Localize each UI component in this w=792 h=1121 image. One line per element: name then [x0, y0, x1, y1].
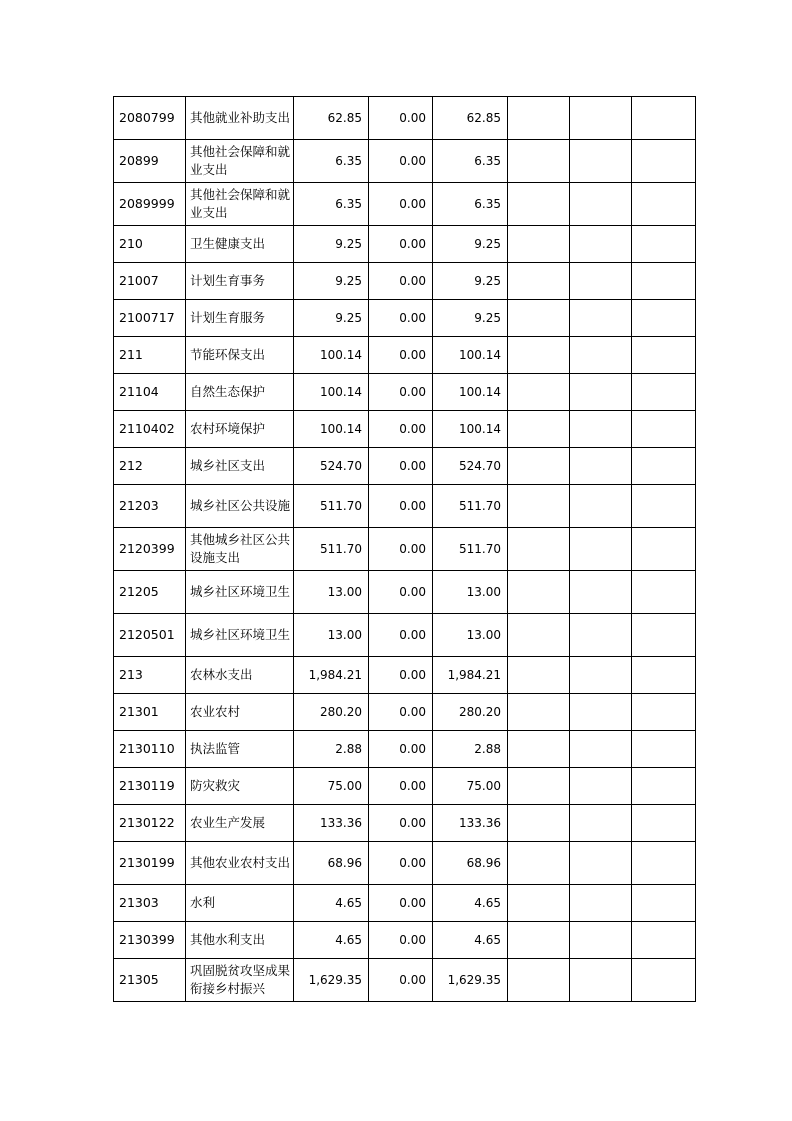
- code-cell: 21104: [114, 374, 186, 411]
- name-cell: 执法监管: [186, 731, 294, 768]
- name-cell: 农林水支出: [186, 657, 294, 694]
- amount-cell-2: 0.00: [369, 922, 433, 959]
- amount-cell-1: 511.70: [294, 528, 369, 571]
- empty-cell: [508, 528, 570, 571]
- empty-cell: [632, 805, 696, 842]
- empty-cell: [508, 614, 570, 657]
- empty-cell: [570, 657, 632, 694]
- name-cell: 其他社会保障和就业支出: [186, 140, 294, 183]
- amount-cell-1: 2.88: [294, 731, 369, 768]
- code-cell: 210: [114, 226, 186, 263]
- table-row: [114, 805, 696, 842]
- empty-cell: [508, 842, 570, 885]
- amount-cell-1: 75.00: [294, 768, 369, 805]
- name-cell: 城乡社区环境卫生: [186, 614, 294, 657]
- amount-cell-2: 0.00: [369, 614, 433, 657]
- amount-cell-2: 0.00: [369, 885, 433, 922]
- empty-cell: [508, 657, 570, 694]
- empty-cell: [508, 300, 570, 337]
- empty-cell: [508, 571, 570, 614]
- empty-cell: [632, 571, 696, 614]
- amount-cell-2: 0.00: [369, 768, 433, 805]
- amount-cell-1: 13.00: [294, 614, 369, 657]
- code-cell: 21203: [114, 485, 186, 528]
- amount-cell-3: 68.96: [433, 842, 508, 885]
- name-cell: 其他城乡社区公共设施支出: [186, 528, 294, 571]
- amount-cell-1: 9.25: [294, 300, 369, 337]
- table-row: [114, 731, 696, 768]
- amount-cell-2: 0.00: [369, 731, 433, 768]
- amount-cell-3: 524.70: [433, 448, 508, 485]
- empty-cell: [570, 226, 632, 263]
- empty-cell: [508, 885, 570, 922]
- code-cell: 2089999: [114, 183, 186, 226]
- code-cell: 21305: [114, 959, 186, 1002]
- code-cell: 21303: [114, 885, 186, 922]
- amount-cell-2: 0.00: [369, 411, 433, 448]
- amount-cell-3: 1,984.21: [433, 657, 508, 694]
- table-row: [114, 657, 696, 694]
- amount-cell-2: 0.00: [369, 805, 433, 842]
- table-row: [114, 694, 696, 731]
- amount-cell-1: 6.35: [294, 183, 369, 226]
- amount-cell-3: 9.25: [433, 300, 508, 337]
- amount-cell-3: 75.00: [433, 768, 508, 805]
- name-cell: 计划生育事务: [186, 263, 294, 300]
- amount-cell-1: 133.36: [294, 805, 369, 842]
- amount-cell-3: 100.14: [433, 374, 508, 411]
- amount-cell-3: 280.20: [433, 694, 508, 731]
- code-cell: 2120501: [114, 614, 186, 657]
- code-cell: 2130110: [114, 731, 186, 768]
- amount-cell-1: 13.00: [294, 571, 369, 614]
- empty-cell: [508, 140, 570, 183]
- empty-cell: [632, 959, 696, 1002]
- empty-cell: [570, 374, 632, 411]
- amount-cell-3: 4.65: [433, 885, 508, 922]
- code-cell: 2130399: [114, 922, 186, 959]
- empty-cell: [632, 374, 696, 411]
- amount-cell-1: 6.35: [294, 140, 369, 183]
- name-cell: 城乡社区支出: [186, 448, 294, 485]
- empty-cell: [508, 183, 570, 226]
- empty-cell: [508, 226, 570, 263]
- empty-cell: [570, 731, 632, 768]
- amount-cell-1: 62.85: [294, 97, 369, 140]
- empty-cell: [508, 97, 570, 140]
- name-cell: 防灾救灾: [186, 768, 294, 805]
- empty-cell: [632, 694, 696, 731]
- name-cell: 其他水利支出: [186, 922, 294, 959]
- empty-cell: [570, 411, 632, 448]
- amount-cell-2: 0.00: [369, 959, 433, 1002]
- name-cell: 自然生态保护: [186, 374, 294, 411]
- amount-cell-1: 100.14: [294, 411, 369, 448]
- code-cell: 21205: [114, 571, 186, 614]
- name-cell: 计划生育服务: [186, 300, 294, 337]
- amount-cell-2: 0.00: [369, 571, 433, 614]
- empty-cell: [632, 731, 696, 768]
- empty-cell: [570, 140, 632, 183]
- code-cell: 2130122: [114, 805, 186, 842]
- name-cell: 城乡社区公共设施: [186, 485, 294, 528]
- amount-cell-3: 6.35: [433, 140, 508, 183]
- amount-cell-3: 62.85: [433, 97, 508, 140]
- empty-cell: [508, 768, 570, 805]
- code-cell: 20899: [114, 140, 186, 183]
- empty-cell: [632, 337, 696, 374]
- empty-cell: [570, 300, 632, 337]
- empty-cell: [570, 768, 632, 805]
- empty-cell: [632, 226, 696, 263]
- empty-cell: [570, 922, 632, 959]
- name-cell: 农村环境保护: [186, 411, 294, 448]
- table-row: [114, 768, 696, 805]
- amount-cell-2: 0.00: [369, 448, 433, 485]
- amount-cell-3: 133.36: [433, 805, 508, 842]
- empty-cell: [508, 374, 570, 411]
- table-row: [114, 226, 696, 263]
- empty-cell: [508, 959, 570, 1002]
- empty-cell: [632, 140, 696, 183]
- empty-cell: [632, 183, 696, 226]
- empty-cell: [632, 657, 696, 694]
- table-row: [114, 614, 696, 657]
- amount-cell-2: 0.00: [369, 300, 433, 337]
- empty-cell: [632, 842, 696, 885]
- amount-cell-1: 4.65: [294, 922, 369, 959]
- amount-cell-1: 100.14: [294, 337, 369, 374]
- empty-cell: [508, 448, 570, 485]
- name-cell: 水利: [186, 885, 294, 922]
- code-cell: 213: [114, 657, 186, 694]
- code-cell: 212: [114, 448, 186, 485]
- code-cell: 2110402: [114, 411, 186, 448]
- code-cell: 21007: [114, 263, 186, 300]
- amount-cell-3: 9.25: [433, 226, 508, 263]
- code-cell: 2080799: [114, 97, 186, 140]
- empty-cell: [570, 448, 632, 485]
- amount-cell-1: 9.25: [294, 226, 369, 263]
- empty-cell: [632, 528, 696, 571]
- empty-cell: [508, 922, 570, 959]
- empty-cell: [632, 300, 696, 337]
- amount-cell-2: 0.00: [369, 528, 433, 571]
- empty-cell: [632, 448, 696, 485]
- amount-cell-2: 0.00: [369, 140, 433, 183]
- amount-cell-1: 1,629.35: [294, 959, 369, 1002]
- empty-cell: [570, 263, 632, 300]
- empty-cell: [632, 885, 696, 922]
- name-cell: 巩固脱贫攻坚成果衔接乡村振兴: [186, 959, 294, 1002]
- table-row: [114, 97, 696, 140]
- table-row: [114, 374, 696, 411]
- empty-cell: [570, 485, 632, 528]
- name-cell: 其他就业补助支出: [186, 97, 294, 140]
- empty-cell: [632, 614, 696, 657]
- table-row: [114, 263, 696, 300]
- amount-cell-1: 4.65: [294, 885, 369, 922]
- table-row: [114, 528, 696, 571]
- empty-cell: [570, 805, 632, 842]
- amount-cell-3: 2.88: [433, 731, 508, 768]
- amount-cell-3: 13.00: [433, 571, 508, 614]
- amount-cell-2: 0.00: [369, 694, 433, 731]
- table-row: [114, 183, 696, 226]
- table-row: [114, 300, 696, 337]
- amount-cell-3: 13.00: [433, 614, 508, 657]
- amount-cell-1: 68.96: [294, 842, 369, 885]
- amount-cell-2: 0.00: [369, 374, 433, 411]
- name-cell: 卫生健康支出: [186, 226, 294, 263]
- name-cell: 其他社会保障和就业支出: [186, 183, 294, 226]
- budget-table: [113, 96, 696, 1002]
- table-row: [114, 959, 696, 1002]
- code-cell: 2100717: [114, 300, 186, 337]
- table-body: [114, 97, 696, 1002]
- table-row: [114, 140, 696, 183]
- name-cell: 农业农村: [186, 694, 294, 731]
- amount-cell-3: 9.25: [433, 263, 508, 300]
- table-row: [114, 922, 696, 959]
- empty-cell: [632, 263, 696, 300]
- empty-cell: [570, 571, 632, 614]
- amount-cell-3: 4.65: [433, 922, 508, 959]
- amount-cell-2: 0.00: [369, 183, 433, 226]
- amount-cell-1: 9.25: [294, 263, 369, 300]
- empty-cell: [508, 411, 570, 448]
- table-row: [114, 885, 696, 922]
- table-row: [114, 411, 696, 448]
- empty-cell: [632, 922, 696, 959]
- code-cell: 2130199: [114, 842, 186, 885]
- amount-cell-2: 0.00: [369, 226, 433, 263]
- empty-cell: [508, 485, 570, 528]
- amount-cell-1: 511.70: [294, 485, 369, 528]
- amount-cell-3: 511.70: [433, 528, 508, 571]
- empty-cell: [632, 768, 696, 805]
- empty-cell: [508, 337, 570, 374]
- table-row: [114, 571, 696, 614]
- amount-cell-2: 0.00: [369, 485, 433, 528]
- code-cell: 2130119: [114, 768, 186, 805]
- empty-cell: [508, 731, 570, 768]
- amount-cell-3: 100.14: [433, 337, 508, 374]
- amount-cell-1: 524.70: [294, 448, 369, 485]
- amount-cell-1: 1,984.21: [294, 657, 369, 694]
- amount-cell-2: 0.00: [369, 337, 433, 374]
- amount-cell-3: 100.14: [433, 411, 508, 448]
- empty-cell: [570, 885, 632, 922]
- empty-cell: [570, 337, 632, 374]
- empty-cell: [508, 805, 570, 842]
- table-row: [114, 842, 696, 885]
- empty-cell: [570, 183, 632, 226]
- amount-cell-2: 0.00: [369, 657, 433, 694]
- name-cell: 城乡社区环境卫生: [186, 571, 294, 614]
- empty-cell: [570, 694, 632, 731]
- table-row: [114, 485, 696, 528]
- empty-cell: [508, 263, 570, 300]
- code-cell: 2120399: [114, 528, 186, 571]
- name-cell: 其他农业农村支出: [186, 842, 294, 885]
- amount-cell-1: 100.14: [294, 374, 369, 411]
- empty-cell: [632, 411, 696, 448]
- empty-cell: [570, 97, 632, 140]
- amount-cell-3: 511.70: [433, 485, 508, 528]
- amount-cell-2: 0.00: [369, 97, 433, 140]
- empty-cell: [570, 528, 632, 571]
- table-row: [114, 337, 696, 374]
- empty-cell: [570, 614, 632, 657]
- amount-cell-2: 0.00: [369, 263, 433, 300]
- empty-cell: [632, 485, 696, 528]
- amount-cell-2: 0.00: [369, 842, 433, 885]
- amount-cell-3: 6.35: [433, 183, 508, 226]
- empty-cell: [508, 694, 570, 731]
- name-cell: 节能环保支出: [186, 337, 294, 374]
- empty-cell: [570, 959, 632, 1002]
- table-row: [114, 448, 696, 485]
- code-cell: 211: [114, 337, 186, 374]
- amount-cell-1: 280.20: [294, 694, 369, 731]
- name-cell: 农业生产发展: [186, 805, 294, 842]
- amount-cell-3: 1,629.35: [433, 959, 508, 1002]
- empty-cell: [570, 842, 632, 885]
- empty-cell: [632, 97, 696, 140]
- code-cell: 21301: [114, 694, 186, 731]
